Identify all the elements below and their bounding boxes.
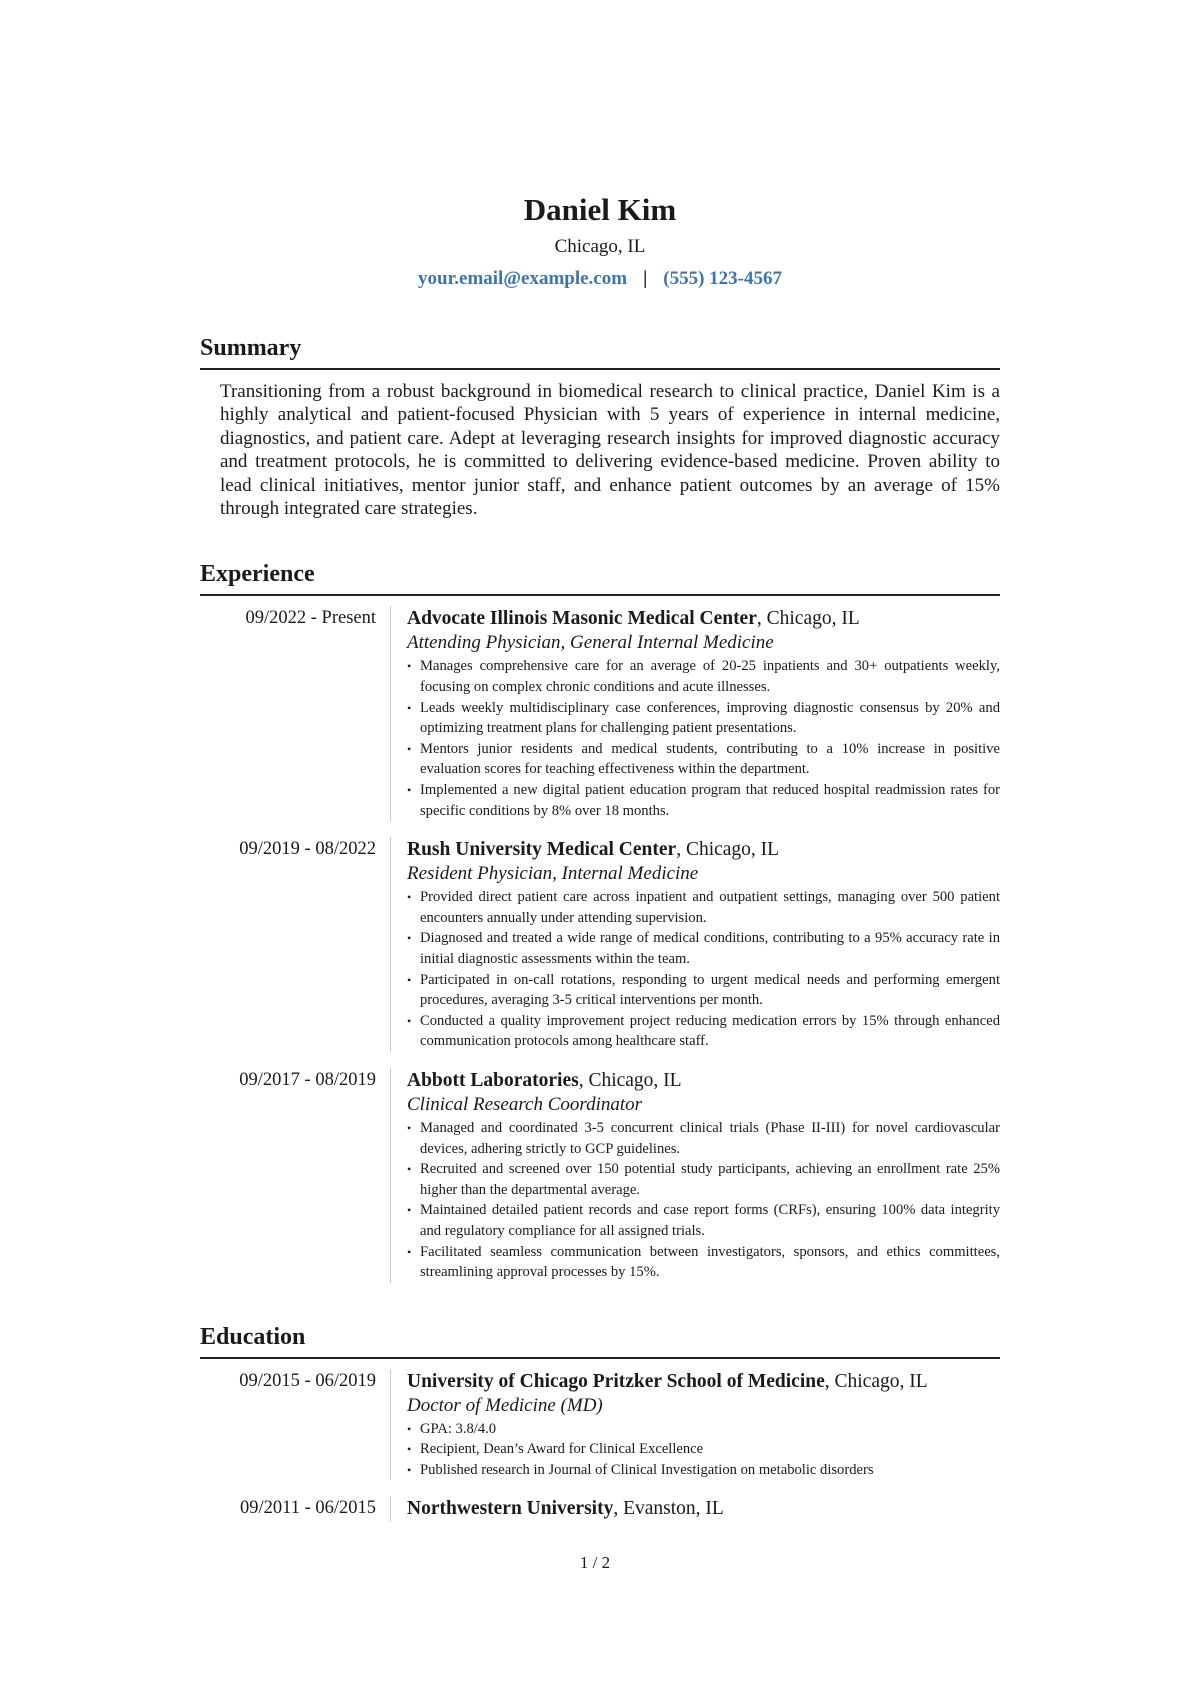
entry-bullets (407, 656, 1000, 821)
summary-text: Transitioning from a robust background in biomedical research to clinical practice, Daniel Kim is a highly analytical and patient-focused Physician with 5 years of experience in internal medicine, diagnostics, and patient care. Adept at leveraging research insights for improved diagnostic accuracy and treatment protocols, he is committed to delivering evidence-based medicine. Proven ability to lead clinical initiatives, mentor junior staff, and enhance patient outcomes by an average of 15% through integrated care strategies. (220, 381, 1000, 520)
entry-date: 09/2019 - 08/2022 (239, 839, 376, 860)
section-title-experience: Experience (200, 558, 1000, 596)
entry-organization: Rush University Medical Center (407, 839, 677, 861)
entry-location: , Chicago, IL (578, 1069, 682, 1091)
experience-list (200, 606, 1000, 1282)
entry (200, 1068, 1000, 1283)
resume-page (200, 0, 1000, 1521)
entry-role: Attending Physician, General Internal Medicine (407, 632, 774, 654)
entry (200, 837, 1000, 1052)
entry-date: 09/2015 - 06/2019 (239, 1370, 376, 1391)
bullet-item: • Provided direct patient care across inpatient and outpatient settings, managing over 500 patient encounters annually under attending supervision. (407, 887, 1000, 928)
entry-role: Resident Physician, Internal Medicine (407, 863, 699, 885)
resume-header (200, 0, 1000, 292)
entry-org-line (407, 606, 1000, 631)
bullet-item: • Diagnosed and treated a wide range of medical conditions, contributing to a 95% accuracy rate in initial diagnostic assessments within the team. (407, 928, 1000, 969)
entry-location: , Chicago, IL (756, 608, 860, 630)
entry-organization: Northwestern University (407, 1498, 614, 1520)
section-title-summary: Summary (200, 332, 1000, 370)
contact-line (200, 266, 1000, 292)
entry-org-line (407, 1369, 1000, 1394)
entry-location: , Chicago, IL (824, 1370, 928, 1392)
phone-link[interactable]: (555) 123-4567 (663, 268, 782, 289)
bullet-item: • Leads weekly multidisciplinary case conferences, improving diagnostic consensus by 20% and optimizing treatment plans for challenging patient presentations. (407, 698, 1000, 739)
bullet-item: • Manages comprehensive care for an average of 20-25 inpatients and 30+ outpatients weekly, focusing on complex chronic conditions and acute illnesses. (407, 656, 1000, 697)
entry-bullets (407, 1419, 1000, 1481)
entry-org-line (407, 1068, 1000, 1093)
entry-org-line (407, 837, 1000, 862)
entry-location: , Chicago, IL (676, 839, 780, 861)
entry-role: Doctor of Medicine (MD) (407, 1394, 603, 1416)
bullet-item: • Published research in Journal of Clinical Investigation on metabolic disorders (407, 1460, 1000, 1481)
entry-body (390, 1369, 1000, 1481)
entry (200, 1369, 1000, 1481)
contact-separator: | (643, 268, 648, 289)
entry-location: , Evanston, IL (613, 1498, 724, 1520)
entry-body (390, 1068, 1000, 1283)
bullet-item: • Maintained detailed patient records and case report forms (CRFs), ensuring 100% data integrity and regulatory compliance for all assigned trials. (407, 1200, 1000, 1241)
bullet-item: • Conducted a quality improvement project reducing medication errors by 15% through enhanced communication protocols among healthcare staff. (407, 1011, 1000, 1052)
education-list (200, 1369, 1000, 1522)
bullet-item: • Implemented a new digital patient education program that reduced hospital readmission rates for specific conditions by 8% over 18 months. (407, 780, 1000, 821)
entry-body (390, 606, 1000, 821)
bullet-item: • GPA: 3.8/4.0 (407, 1419, 1000, 1440)
entry-organization: Advocate Illinois Masonic Medical Center (407, 608, 757, 630)
entry-bullets (407, 887, 1000, 1052)
experience-section (200, 558, 1000, 1282)
entry-bullets (407, 1118, 1000, 1283)
entry-organization: University of Chicago Pritzker School of Medicine (407, 1370, 825, 1392)
entry-body (390, 1496, 1000, 1521)
entry-date: 09/2017 - 08/2019 (239, 1069, 376, 1090)
entry-body (390, 837, 1000, 1052)
candidate-name: Daniel Kim (523, 192, 677, 227)
bullet-item: • Mentors junior residents and medical students, contributing to a 10% increase in positive evaluation scores for teaching effectiveness within the department. (407, 739, 1000, 780)
bullet-item: • Managed and coordinated 3-5 concurrent clinical trials (Phase II-III) for novel cardiovascular devices, adhering strictly to GCP guidelines. (407, 1118, 1000, 1159)
bullet-item: • Facilitated seamless communication between investigators, sponsors, and ethics committees, streamlining approval processes by 15%. (407, 1242, 1000, 1283)
entry-date: 09/2011 - 06/2015 (239, 1498, 376, 1519)
entry-date: 09/2022 - Present (245, 608, 376, 629)
entry (200, 606, 1000, 821)
page-number: 1 / 2 (579, 1553, 611, 1572)
bullet-item: • Recipient, Dean’s Award for Clinical Excellence (407, 1439, 1000, 1460)
candidate-location: Chicago, IL (554, 236, 646, 257)
entry-role: Clinical Research Coordinator (407, 1093, 643, 1115)
section-title-education: Education (200, 1321, 1000, 1359)
email-link[interactable]: your.email@example.com (418, 268, 628, 289)
bullet-item: • Recruited and screened over 150 potential study participants, achieving an enrollment rate 25% higher than the departmental average. (407, 1159, 1000, 1200)
entry-org-line (407, 1496, 1000, 1521)
summary-section (200, 332, 1000, 520)
bullet-item: • Participated in on-call rotations, responding to urgent medical needs and performing emergent procedures, averaging 3-5 critical interventions per month. (407, 970, 1000, 1011)
entry (200, 1496, 1000, 1521)
entry-organization: Abbott Laboratories (407, 1069, 579, 1091)
education-section (200, 1321, 1000, 1522)
